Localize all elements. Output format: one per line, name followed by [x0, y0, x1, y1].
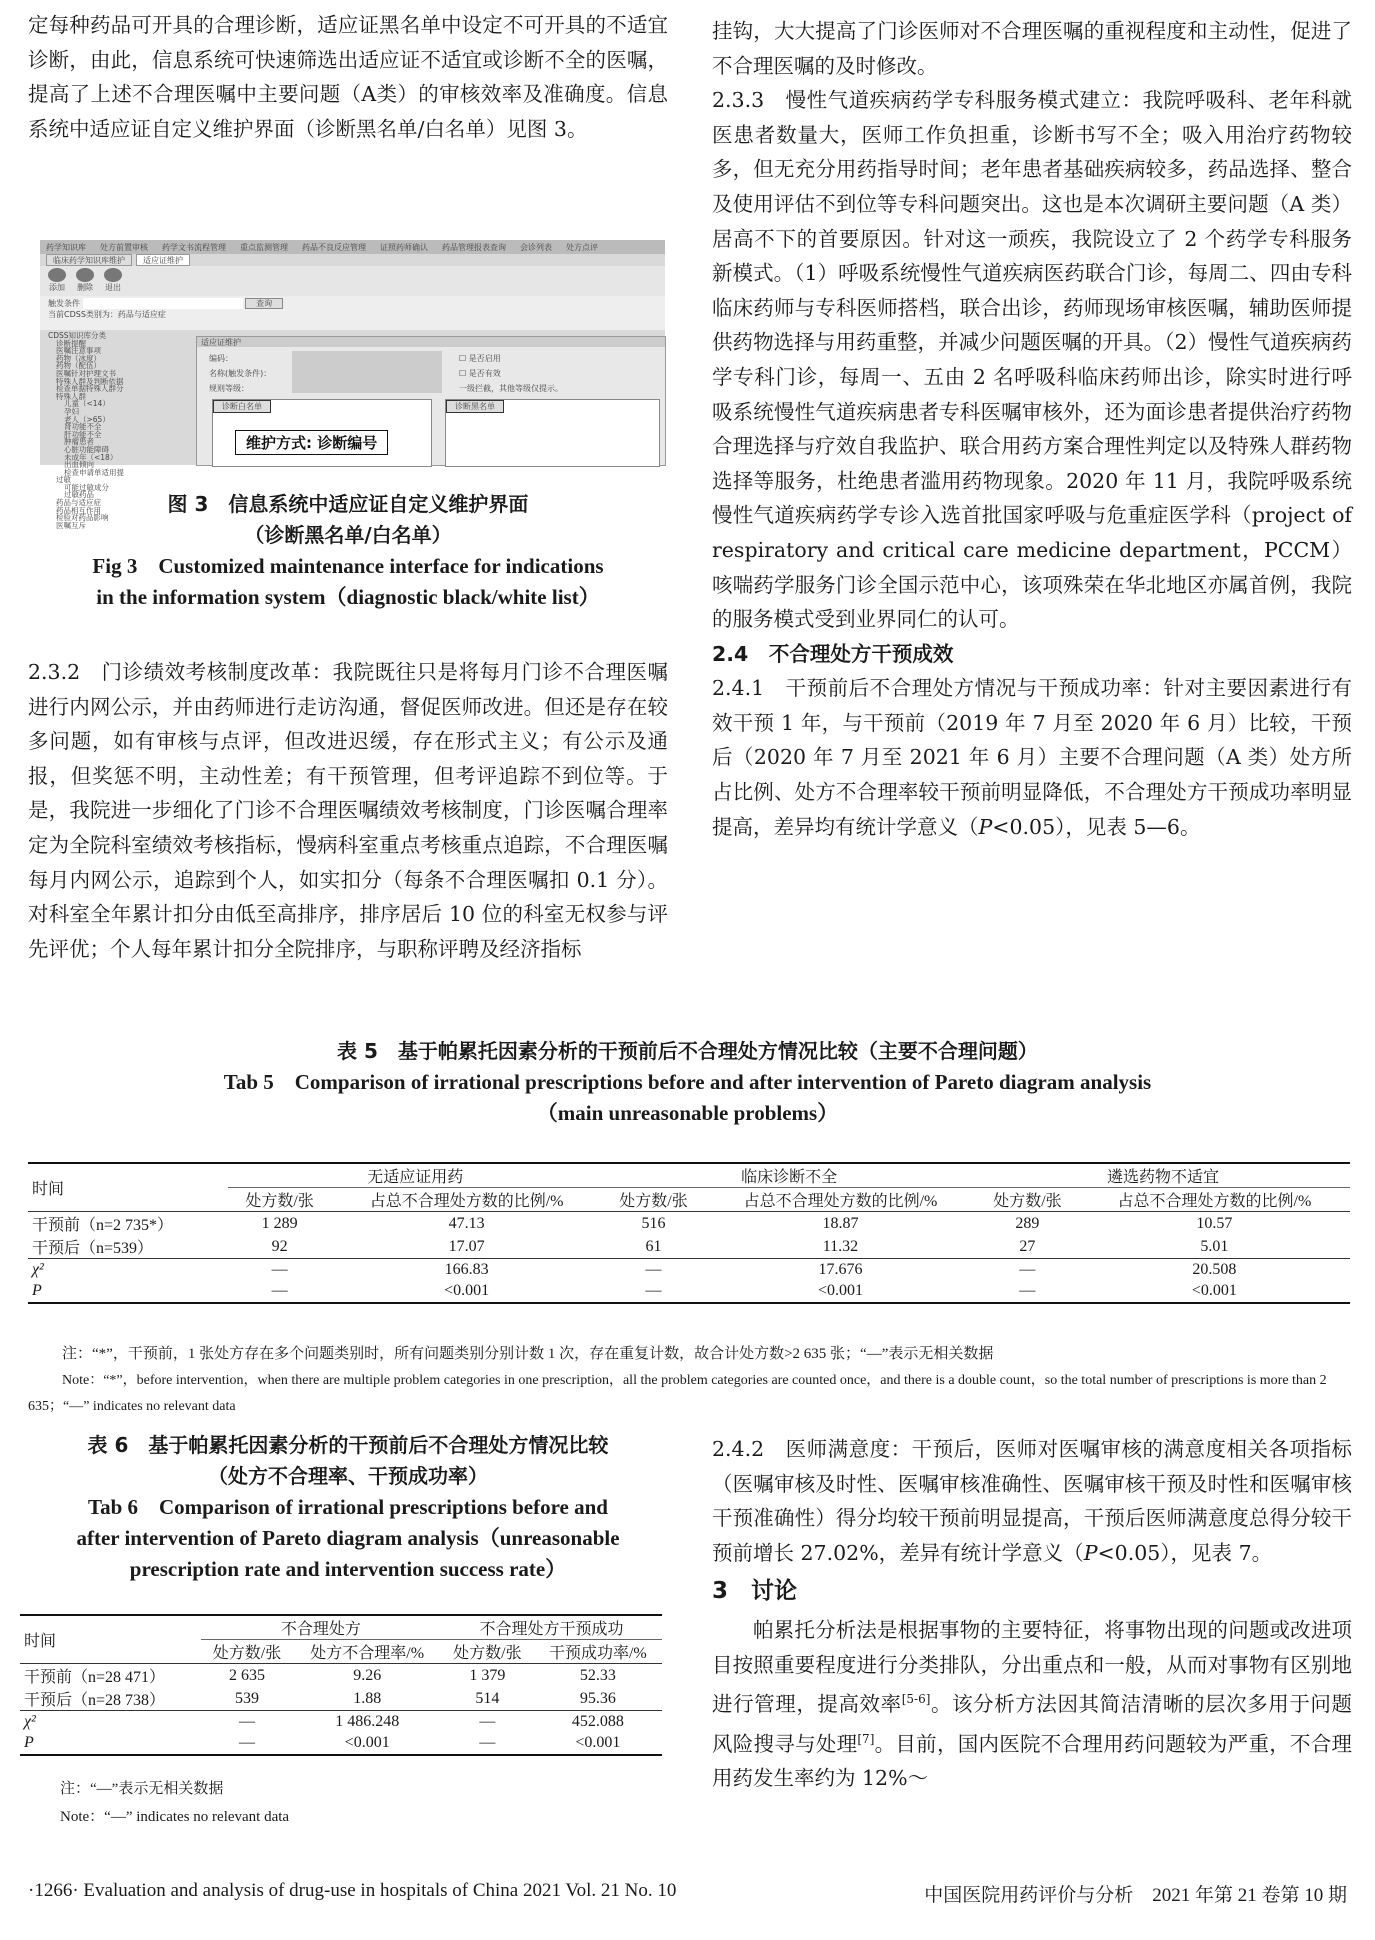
table-cell: 516 — [641, 1214, 666, 1232]
left-column-2 — [28, 655, 668, 966]
column-subheader: 处方数/张 — [976, 1188, 1079, 1212]
table-cell: — — [228, 1259, 331, 1281]
trigger-label: 触发条件 — [48, 299, 80, 308]
tree-item: 孕妇 — [64, 406, 79, 416]
row-label: P — [28, 1281, 228, 1303]
tree-item: 过敏药品 — [64, 490, 94, 500]
text: <0.05），见表 5—6。 — [992, 814, 1201, 839]
figure-tabs — [40, 254, 665, 266]
table-cell: 1 486.248 — [293, 1711, 441, 1733]
section-heading-2-4: 2.4 不合理处方干预成效 — [712, 641, 954, 666]
caption-cn: （诊断黑名单/白名单） — [244, 523, 452, 547]
row-label: 干预前（n=2 735*） — [32, 1217, 174, 1234]
table-cell: 452.088 — [534, 1711, 662, 1733]
menu-item: 证照药师确认 — [380, 243, 428, 252]
citation[interactable]: [5-6] — [901, 1692, 931, 1707]
column-group-header: 遴选药物不适宜 — [976, 1163, 1350, 1188]
paragraph-3 — [712, 1613, 1352, 1796]
table-cell: 95.36 — [579, 1689, 616, 1707]
table-cell: 1 289 — [261, 1214, 298, 1232]
table-cell: — — [976, 1259, 1079, 1281]
level-hint: 一级拦截，其他等级仅提示。 — [459, 384, 563, 393]
table-cell: 5.01 — [1200, 1237, 1229, 1255]
tab: 适应证维护 — [136, 254, 190, 266]
table-row — [20, 1711, 662, 1733]
header-row — [20, 1615, 662, 1640]
column-subheader: 占总不合理处方数的比例/% — [705, 1188, 976, 1212]
whitelist-header: 诊断白名单 — [213, 400, 271, 413]
note-cn: 注：“—”表示无相关数据 — [60, 1781, 224, 1797]
tool-button — [104, 268, 122, 294]
tree-item: 医嘱注意事项 — [56, 346, 101, 356]
tool-label: 退出 — [105, 283, 121, 292]
tree-item: 药物（配伍） — [56, 361, 101, 371]
table5-notes — [28, 1340, 1350, 1420]
table-cell: 17.07 — [448, 1237, 485, 1255]
menu-item: 处方点评 — [566, 243, 598, 252]
caption-cn: 图 3 信息系统中适应证自定义维护界面 — [167, 492, 529, 516]
table-cell: 1 379 — [469, 1666, 506, 1684]
row-label: P — [20, 1733, 201, 1755]
tool-icon — [48, 268, 66, 282]
note-cn: 注：“*”，干预前，1 张处方存在多个问题类别时，所有问题类别分别计数 1 次，存在重复计数，故合计处方数>2 635 张；“—”表示无相关数据 — [62, 1346, 994, 1362]
table-cell: — — [976, 1281, 1079, 1303]
table-cell: 11.32 — [822, 1237, 859, 1255]
tool-icon — [76, 268, 94, 282]
note-en: Note：“*”，before intervention，when there are multiple problem categories in one prescription，all the problem categories are counted once，and there is a double count，so the total number of prescriptions is more than 2 635；“—” indicates no relevant data — [28, 1373, 1327, 1414]
maintenance-method-label: 维护方式: 诊断编号 — [235, 430, 388, 455]
column-subheader: 处方数/张 — [228, 1188, 331, 1212]
caption-en: Tab 6 Comparison of irrational prescriptions before and — [88, 1495, 608, 1519]
table-cell: — — [602, 1281, 705, 1303]
paragraph-2-4-1 — [712, 671, 1352, 844]
enable-checkbox-label: 是否启用 — [468, 354, 501, 363]
column-subheader: 干预成功率/% — [534, 1640, 662, 1664]
caption-cn: 表 6 基于帕累托因素分析的干预前后不合理处方情况比较 — [87, 1433, 609, 1457]
table-cell: — — [441, 1733, 534, 1755]
query-button: 查询 — [245, 298, 283, 309]
table-cell: 2 635 — [229, 1666, 266, 1684]
tree-item: 心脏功能障碍 — [64, 444, 109, 454]
citation[interactable]: [7] — [857, 1731, 875, 1746]
row-label: 干预后（n=539） — [32, 1240, 154, 1257]
tool-label: 添加 — [49, 283, 65, 292]
menu-item: 药品不良反应管理 — [302, 243, 366, 252]
text: <0.05），见表 7。 — [1097, 1540, 1273, 1565]
table-cell: <0.001 — [534, 1733, 662, 1755]
tool-label: 删除 — [77, 283, 93, 292]
caption-en: （main unreasonable problems） — [536, 1101, 839, 1125]
paragraph-2-3-2: 2.3.2 门诊绩效考核制度改革：我院既往只是将每月门诊不合理医嘱进行内网公示，并由药师进行走访沟通，督促医师改进。但还是存在较多问题，如有审核与点评，但改进迟缓，存在形式主义；有公示及通报，但奖惩不明，主动性差；有干预管理，但考评追踪不到位等。于是，我院进一步细化了门诊不合理医嘱绩效考核制度，门诊医嘱合理率定为全院科室绩效考核指标，慢病科室重点考核重点追踪，不合理医嘱每月内网公示，追踪到个人，如实扣分（每条不合理医嘱扣 0.1 分）。对科室全年累计扣分由低至高排序，排序居后 10 位的科室无权参与评先评优；个人每年累计扣分全院排序，与职称评聘及经济指标 — [28, 660, 668, 961]
tree-item: 医嘱针对护理文书 — [56, 368, 116, 378]
tool-button — [76, 268, 94, 294]
table-cell: 18.87 — [822, 1214, 859, 1232]
column-group-header: 临床诊断不全 — [602, 1163, 976, 1188]
level-label: 规则等级： — [209, 384, 249, 393]
right-column-2 — [712, 1432, 1352, 1796]
text: 。目前，国内医院不合理用药问题较为严重，不合理用药发生率约为 12%～ — [712, 1731, 1353, 1790]
tree-item: 可能过敏成分 — [64, 482, 109, 492]
text: 2.4.1 干预前后不合理处方情况与干预成功率：针对主要因素进行有效干预 1 年，与干预前（2019 年 7 月至 2020 年 6 月）比较，干预后（2020 年 7 月至 2021 年 6 月）主要不合理问题（A 类）处方所占比例、处方不合理率较干预前明显降低，不合理处方干预成功率明显提高，差异均有统计学意义（ — [712, 676, 1352, 839]
tool-icon — [104, 268, 122, 282]
table-cell: — — [441, 1711, 534, 1733]
p-symbol: P — [1083, 1540, 1098, 1565]
caption-en: Tab 5 Comparison of irrational prescriptions before and after intervention of Pareto diagram analysis — [223, 1070, 1152, 1094]
table-row — [28, 1259, 1350, 1281]
tree-item: 老人（>65） — [64, 414, 110, 424]
table-cell: — — [602, 1259, 705, 1281]
figure-trigger-row — [40, 296, 665, 330]
tree-item: 医嘱互斥 — [56, 520, 86, 530]
table-cell: <0.001 — [705, 1281, 976, 1303]
tree-item: 儿童（<14） — [64, 399, 110, 409]
text: 。该分析方法因其简洁清晰的层次多用于问题风险搜寻与处理 — [712, 1691, 1352, 1756]
tree-item: 出血倾向 — [64, 460, 94, 470]
table-cell: — — [201, 1711, 294, 1733]
table-cell: 17.676 — [705, 1259, 976, 1281]
paragraph: 定每种药品可开具的合理诊断，适应证黑名单中设定不可开具的不适宜诊断，由此，信息系统可快速筛选出适应证不适宜或诊断不全的医嘱，提高了上述不合理医嘱中主要问题（A类）的审核效率及准确度。信息系统中适应证自定义维护界面（诊断黑名单/白名单）见图 3。 — [28, 13, 668, 141]
column-header: 时间 — [28, 1163, 228, 1212]
tree-item: 特殊人群及判断依据 — [56, 376, 124, 386]
right-column — [712, 14, 1352, 844]
paragraph-2-3-3: 2.3.3 慢性气道疾病药学专科服务模式建立：我院呼吸科、老年科就医患者数量大，医师工作负担重，诊断书写不全；吸入用治疗药物较多，但无充分用药指导时间；老年患者基础疾病较多，药品选择、整合及使用评估不到位等专科问题突出。这也是本次调研主要问题（A 类）居高不下的首要原因。针对这一顽疾，我院设立了 2 个药学专科服务新模式。（1）呼吸系统慢性气道疾病医药联合门诊，每周二、四由专科临床药师与专科医师搭档，联合出诊，药师现场审核医嘱，辅助医师提供药物选择与用药重整，并减少问题医嘱的开具。（2）慢性气道疾病药学专科门诊，每周一、五由 2 名呼吸科临床药师出诊，除实时进行呼吸系统慢性气道疾病患者专科医嘱审核外，还为面诊患者提供治疗药物合理选择与疗效自我监护、联合用药方案合理性判定以及特殊人群药物选择等服务，杜绝患者滥用药物现象。2020 年 11 月，我院呼吸系统慢性气道疾病药学专诊入选首批国家呼吸与危重症医学科（project of respiratory and critical care medicine department，PCCM）咳喘药学服务门诊全国示范中心，该项殊荣在华北地区亦属首例，我院的服务模式受到业界同仁的认可。 — [712, 88, 1352, 632]
tree-item: CDSS知识库分类 — [48, 331, 107, 340]
row-label: 干预后（n=28 738） — [24, 1692, 166, 1709]
table-cell: 289 — [1015, 1214, 1040, 1232]
dialog-title: 适应证维护 — [197, 337, 665, 347]
header-row — [28, 1163, 1350, 1188]
tab: 临床药学知识库维护 — [46, 254, 132, 266]
text: 帕累托分析法是根据事物的主要特征，将事物出现的问题或改进项目按照重要程度进行分类排队，分出重点和一般，从而对事物有区别地进行管理，提高效率 — [712, 1617, 1352, 1716]
caption-en: in the information system（diagnostic black/white list） — [96, 585, 600, 609]
table-cell: <0.001 — [1079, 1281, 1350, 1303]
table-6 — [20, 1614, 662, 1756]
tree-item: 未成年（<18） — [64, 452, 118, 462]
table-row — [20, 1687, 662, 1711]
tree-item: 药物（冰度） — [56, 353, 101, 363]
table-cell: 539 — [235, 1689, 260, 1707]
column-group-header: 不合理处方干预成功 — [441, 1615, 662, 1640]
menu-item: 会诊列表 — [520, 243, 552, 252]
tool-button — [48, 268, 66, 294]
tree-item: 药品相互作用 — [56, 505, 101, 515]
caption-en: Fig 3 Customized maintenance interface for indications — [92, 554, 604, 578]
table-cell: 10.57 — [1196, 1214, 1233, 1232]
table-cell: 27 — [1019, 1237, 1036, 1255]
table5-caption — [0, 1036, 1375, 1129]
menu-item: 药学知识库 — [46, 243, 86, 252]
footer-right: 中国医院用药评价与分析 2021 年第 21 卷第 10 期 — [924, 1885, 1347, 1906]
valid-checkbox-label: 是否有效 — [468, 369, 501, 378]
figure-dialog: 适应证维护 编码： 名称(触发条件)： 规则等级： ☐ 是否启用 ☐ 是否有效 一级拦截，其他等级仅提示。 诊断白名单 维护方式: 诊断编号 诊断黑名单 — [196, 336, 666, 466]
table-row — [28, 1235, 1350, 1259]
table-cell: 166.83 — [331, 1259, 602, 1281]
tree-item: 诊断提醒 — [56, 338, 86, 348]
table-cell: <0.001 — [331, 1281, 602, 1303]
tree-item: 肝功能不全 — [64, 429, 102, 439]
tree-item: 检查申请单适用提 — [64, 467, 124, 477]
column-group-header: 无适应证用药 — [228, 1163, 602, 1188]
tree-item: 肿瘤患者 — [64, 437, 94, 447]
column-subheader: 占总不合理处方数的比例/% — [1079, 1188, 1350, 1212]
table-cell: 47.13 — [448, 1214, 485, 1232]
blacklist-header: 诊断黑名单 — [446, 400, 504, 413]
row-label: χ² — [28, 1259, 228, 1281]
table-row — [20, 1664, 662, 1688]
note-en: Note：“—” indicates no relevant data — [60, 1809, 290, 1825]
column-subheader: 处方数/张 — [201, 1640, 294, 1664]
category-text: 当前CDSS类别为：药品与适应症 — [48, 310, 166, 319]
tree-item: 肾功能不全 — [64, 422, 102, 432]
column-group-header: 不合理处方 — [201, 1615, 441, 1640]
row-label: 干预前（n=28 471） — [24, 1669, 166, 1686]
figure-menu-bar — [40, 240, 665, 254]
column-subheader: 处方数/张 — [441, 1640, 534, 1664]
column-subheader: 处方不合理率/% — [293, 1640, 441, 1664]
left-column — [28, 8, 668, 146]
column-subheader: 处方数/张 — [602, 1188, 705, 1212]
p-symbol: P — [978, 814, 993, 839]
caption-cn: 表 5 基于帕累托因素分析的干预前后不合理处方情况比较（主要不合理问题） — [337, 1039, 1038, 1063]
table-cell: — — [201, 1733, 294, 1755]
name-label: 名称(触发条件)： — [209, 369, 272, 378]
table-cell: — — [228, 1281, 331, 1303]
table-cell: 92 — [271, 1237, 288, 1255]
table-cell: 9.26 — [353, 1666, 382, 1684]
paragraph-2-4-2 — [712, 1432, 1352, 1570]
table-cell: 514 — [475, 1689, 500, 1707]
tree-item: 特殊人群 — [56, 391, 86, 401]
table-cell: 52.33 — [579, 1666, 616, 1684]
table-row — [28, 1281, 1350, 1303]
text: 2.4.2 医师满意度：干预后，医师对医嘱审核的满意度相关各项指标（医嘱审核及时性、医嘱审核准确性、医嘱审核干预及时性和医嘱审核干预准确性）得分均较干预前明显提高，干预后医师满意度总得分较干预前增长 27.02%，差异有统计学意义（ — [712, 1437, 1352, 1565]
caption-en: after intervention of Pareto diagram analysis（unreasonable — [76, 1526, 620, 1550]
table6-notes — [60, 1775, 660, 1831]
column-subheader: 占总不合理处方数的比例/% — [331, 1188, 602, 1212]
caption-en: prescription rate and intervention success rate） — [129, 1557, 567, 1581]
table-cell: 20.508 — [1079, 1259, 1350, 1281]
menu-item: 重点监测管理 — [240, 243, 288, 252]
footer-left: ·1266· Evaluation and analysis of drug-use in hospitals of China 2021 Vol. 21 No. 10 — [28, 1880, 677, 1901]
section-heading-3: 3 讨论 — [712, 1578, 798, 1605]
menu-item: 药品管理报表查询 — [442, 243, 506, 252]
menu-item: 处方前置审核 — [100, 243, 148, 252]
tree-item: 检验对药品影响 — [56, 513, 109, 523]
table-cell: 61 — [645, 1237, 662, 1255]
table-cell: 1.88 — [353, 1689, 382, 1707]
table-5 — [28, 1162, 1350, 1304]
tree-item: 检查单据特殊人群分 — [56, 384, 124, 394]
tree-item: 过敏 — [56, 475, 71, 485]
tree-item: 药品与适应症 — [56, 498, 101, 508]
column-header: 时间 — [20, 1615, 201, 1664]
table-cell: <0.001 — [293, 1733, 441, 1755]
figure-toolbar — [40, 266, 665, 296]
figure-caption — [28, 489, 668, 613]
table-row — [28, 1212, 1350, 1236]
caption-cn: （处方不合理率、干预成功率） — [208, 1464, 488, 1488]
table6-caption — [28, 1430, 668, 1585]
code-label: 编码： — [209, 354, 233, 363]
menu-item: 药学文书流程管理 — [162, 243, 226, 252]
paragraph: 挂钩，大大提高了门诊医师对不合理医嘱的重视程度和主动性，促进了不合理医嘱的及时修改。 — [712, 19, 1352, 78]
table-row — [20, 1733, 662, 1755]
row-label: χ² — [20, 1711, 201, 1733]
